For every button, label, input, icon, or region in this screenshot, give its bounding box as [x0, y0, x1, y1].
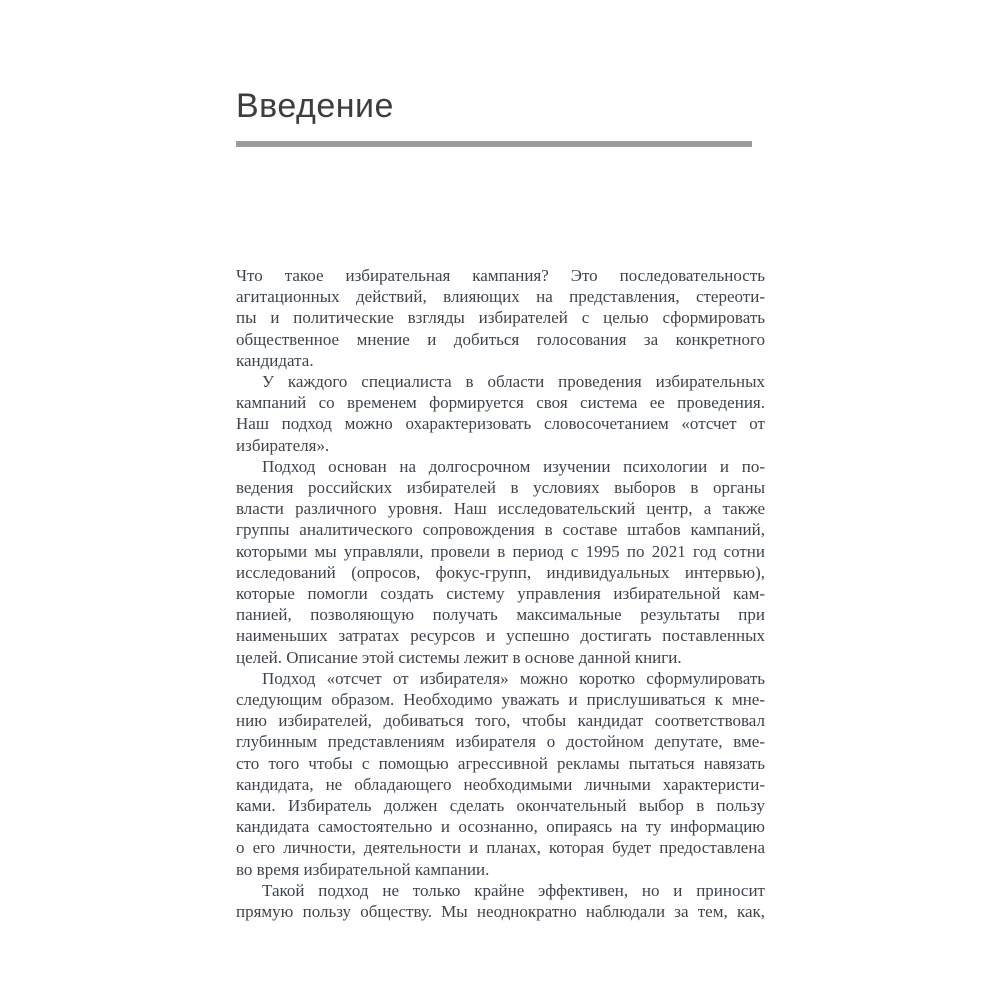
text-line: пы и политические взгляды избирателей с целью сформировать	[236, 308, 765, 328]
text-line: которыми мы управляли, провели в период с 1995 по 2021 год сотни	[236, 541, 765, 561]
paragraph-1	[236, 265, 765, 371]
text-line: панией, позволяющую получать максимальные результаты при	[236, 605, 765, 625]
title-divider-rule	[236, 141, 752, 147]
paragraph-4	[236, 668, 765, 880]
text-line: ведения российских избирателей в условиях выборов в органы	[236, 478, 765, 498]
text-line: Что такое избирательная кампания? Это последовательность	[236, 266, 765, 285]
text-line: во время избирательной кампании.	[236, 859, 490, 879]
text-line: группы аналитического сопровождения в составе штабов кампаний,	[236, 520, 765, 540]
text-line: Подход основан на долгосрочном изучении психологии и по-	[262, 456, 765, 476]
text-line: кандидата самостоятельно и осознанно, опираясь на ту информацию	[236, 817, 765, 837]
text-line: власти различного уровня. Наш исследовательский центр, а также	[236, 499, 765, 519]
text-line: сто того чтобы с помощью агрессивной рекламы пытаться навязать	[236, 753, 765, 773]
text-line: нию избирателей, добиваться того, чтобы кандидат соответствовал	[236, 711, 765, 731]
text-line: о его личности, деятельности и планах, которая будет предоставлена	[236, 838, 765, 858]
paragraph-3	[236, 456, 765, 668]
text-line: общественное мнение и добиться голосования за конкретного	[236, 329, 765, 349]
text-line: избирателя».	[236, 435, 330, 455]
text-line: наименьших затратах ресурсов и успешно достигать поставленных	[236, 626, 765, 646]
text-line: Подход «отсчет от избирателя» можно коротко сформулировать	[262, 668, 765, 688]
text-line: кандидата, не обладающего необходимыми личными характеристи-	[236, 774, 765, 794]
text-line: У каждого специалиста в области проведения избирательных	[262, 372, 765, 392]
text-line: ками. Избиратель должен сделать окончательный выбор в пользу	[236, 796, 765, 816]
body-text	[236, 265, 765, 922]
text-line: прямую пользу обществу. Мы неоднократно наблюдали за тем, как,	[236, 902, 765, 922]
text-line: следующим образом. Необходимо уважать и прислушиваться к мне-	[236, 690, 765, 710]
text-line: кандидата.	[236, 350, 314, 370]
text-line: Такой подход не только крайне эффективен, но и приносит	[262, 880, 765, 900]
paragraph-5	[236, 880, 765, 922]
text-line: исследований (опросов, фокус-групп, индивидуальных интервью),	[236, 562, 765, 582]
text-line: Наш подход можно охарактеризовать словосочетанием «отсчет от	[236, 414, 765, 434]
paragraph-2	[236, 371, 765, 456]
chapter-title: Введение	[236, 87, 394, 125]
text-line: агитационных действий, влияющих на представления, стереоти-	[236, 287, 765, 307]
text-line: которые помогли создать систему управления избирательной кам-	[236, 584, 765, 604]
text-line: целей. Описание этой системы лежит в основе данной книги.	[236, 647, 682, 667]
text-line: глубинным представлениям избирателя о достойном депутате, вме-	[236, 732, 765, 752]
text-line: кампаний со временем формируется своя система ее проведения.	[236, 393, 765, 413]
